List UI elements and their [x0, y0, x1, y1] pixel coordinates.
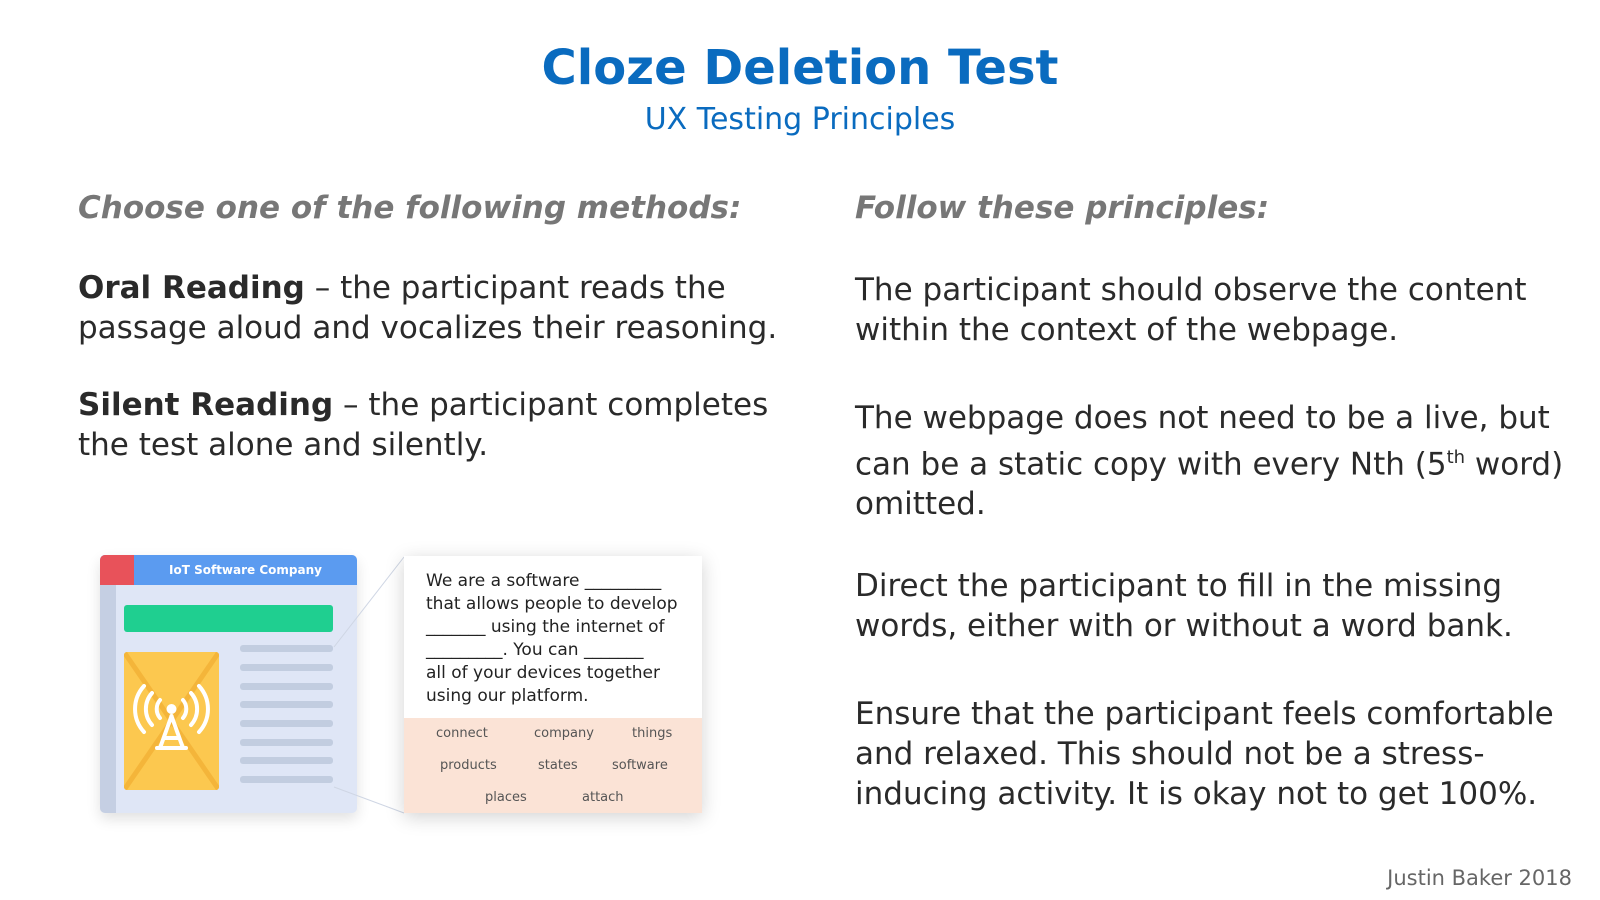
principle-line: omitted.: [855, 486, 986, 523]
passage-line: all of your devices together: [426, 663, 660, 683]
principle-line: can be a static copy with every Nth (5: [855, 446, 1447, 483]
word-bank-item: states: [538, 758, 578, 773]
principle-line: Direct the participant to fill in the missing: [855, 568, 1503, 604]
browser-banner: [124, 605, 333, 632]
principle-line: The webpage does not need to be a live, but: [855, 400, 1550, 436]
browser-title: IoT Software Company: [169, 563, 322, 577]
text-placeholder-line: [240, 739, 333, 746]
word-bank-item: things: [632, 726, 673, 741]
page-title: Cloze Deletion Test: [541, 40, 1059, 96]
principle-superscript: th: [1446, 447, 1466, 468]
principles-heading: Follow these principles:: [855, 190, 1270, 226]
word-bank-item: software: [612, 758, 668, 773]
passage-line: _______ using the internet of: [426, 617, 665, 637]
word-bank: [404, 718, 702, 813]
word-bank-item: products: [440, 758, 497, 773]
passage-line: _________. You can _______: [426, 640, 644, 660]
principle-observe-context: [855, 270, 1527, 350]
method-name: Oral Reading: [78, 270, 305, 306]
author-credit: Justin Baker 2018: [1387, 866, 1572, 890]
word-bank-item: attach: [582, 790, 624, 805]
method-silent-reading: [78, 385, 768, 465]
passage-line: We are a software _________: [426, 571, 662, 591]
cloze-passage-card: [404, 556, 702, 813]
principle-line: Ensure that the participant feels comfortable: [855, 696, 1554, 732]
text-placeholder-line: [240, 720, 333, 727]
method-name: Silent Reading: [78, 387, 334, 423]
principle-fill-missing: [855, 566, 1513, 646]
passage-line: using our platform.: [426, 686, 589, 706]
method-desc: passage aloud and vocalizes their reasoning.: [78, 310, 778, 346]
principle-line: words, either with or without a word bank.: [855, 608, 1513, 644]
browser-mockup: [100, 555, 357, 813]
callout-connector: [330, 555, 410, 815]
cloze-passage: [426, 570, 688, 708]
method-desc: the test alone and silently.: [78, 427, 489, 463]
wifi-tower-icon: [124, 652, 219, 790]
principle-line: The participant should observe the content: [855, 272, 1527, 308]
principle-line: inducing activity. It is okay not to get 100%.: [855, 776, 1538, 812]
text-placeholder-line: [240, 757, 333, 764]
passage-line: that allows people to develop: [426, 594, 678, 614]
methods-heading: Choose one of the following methods:: [78, 190, 742, 226]
text-placeholder-line: [240, 664, 333, 671]
principle-comfortable: [855, 694, 1554, 814]
method-desc: – the participant completes: [333, 387, 769, 423]
principle-line: within the context of the webpage.: [855, 312, 1399, 348]
word-bank-item: places: [485, 790, 527, 805]
word-bank-item: company: [534, 726, 594, 741]
principle-static-copy: [855, 398, 1563, 524]
text-placeholder-line: [240, 645, 333, 652]
browser-tab-accent: [100, 555, 134, 585]
method-oral-reading: [78, 268, 777, 348]
text-placeholder-line: [240, 683, 333, 690]
text-placeholder-line: [240, 701, 333, 708]
browser-sidebar: [100, 585, 116, 813]
text-placeholder-line: [240, 776, 333, 783]
word-bank-item: connect: [436, 726, 488, 741]
method-desc: – the participant reads the: [304, 270, 726, 306]
page-subtitle: UX Testing Principles: [644, 102, 956, 137]
principle-line: and relaxed. This should not be a stress-: [855, 736, 1485, 772]
principle-line: word): [1465, 446, 1564, 483]
